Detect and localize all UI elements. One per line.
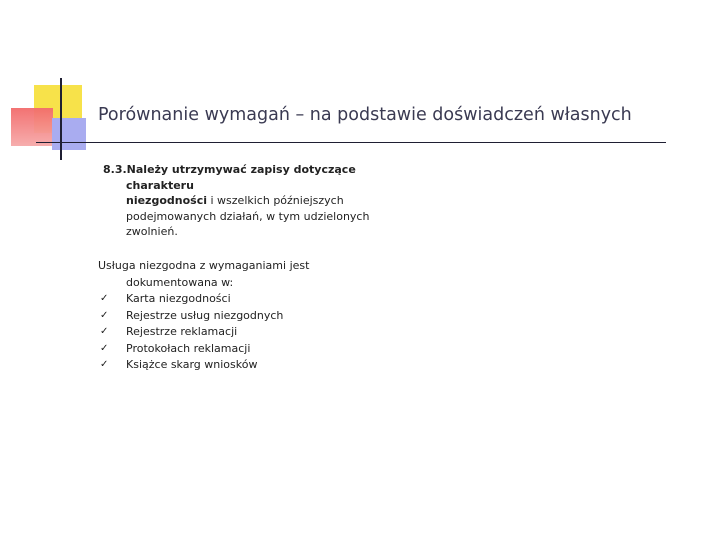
decorative-blue-square bbox=[52, 118, 86, 150]
clause-line-2: charakteru bbox=[126, 178, 194, 192]
checkmark-icon: ✓ bbox=[100, 359, 109, 370]
list-item-label: Protokołach reklamacji bbox=[126, 341, 251, 355]
list-item bbox=[98, 324, 398, 341]
list-item-label: Rejestrze usług niezgodnych bbox=[126, 308, 284, 322]
clause-bold-term: niezgodności bbox=[126, 194, 207, 207]
list-item-label: Karta niezgodności bbox=[126, 292, 231, 305]
list-item-label: Książce skarg wniosków bbox=[126, 358, 258, 371]
checkmark-icon: ✓ bbox=[100, 293, 109, 304]
list-item bbox=[98, 357, 398, 374]
clause-line-1: 8.3.Należy utrzymywać zapisy dotyczące bbox=[103, 163, 356, 176]
decorative-red-square bbox=[11, 108, 53, 146]
service-documentation-block bbox=[98, 258, 398, 374]
checkmark-icon: ✓ bbox=[100, 326, 109, 337]
title-underline bbox=[36, 142, 666, 143]
list-item bbox=[98, 291, 398, 308]
checkmark-icon: ✓ bbox=[100, 342, 109, 354]
clause-paragraph bbox=[103, 162, 403, 240]
slide-title: Porównanie wymagań – na podstawie doświadczeń własnych bbox=[98, 105, 632, 125]
clause-line-4: podejmowanych działań, w tym udzielonych bbox=[126, 209, 370, 223]
list-item-label: Rejestrze reklamacji bbox=[126, 325, 238, 338]
service-intro-line-2: dokumentowana w: bbox=[126, 275, 234, 289]
list-item bbox=[98, 308, 398, 325]
service-intro-line-1: Usługa niezgodna z wymaganiami jest bbox=[98, 259, 310, 272]
decorative-vertical-line bbox=[60, 78, 62, 160]
clause-line-5: zwolnień. bbox=[126, 225, 178, 238]
list-item bbox=[98, 341, 398, 358]
clause-line-3-rest: i wszelkich późniejszych bbox=[207, 194, 344, 207]
checkmark-icon: ✓ bbox=[100, 309, 109, 321]
clause-line-3 bbox=[103, 193, 403, 209]
